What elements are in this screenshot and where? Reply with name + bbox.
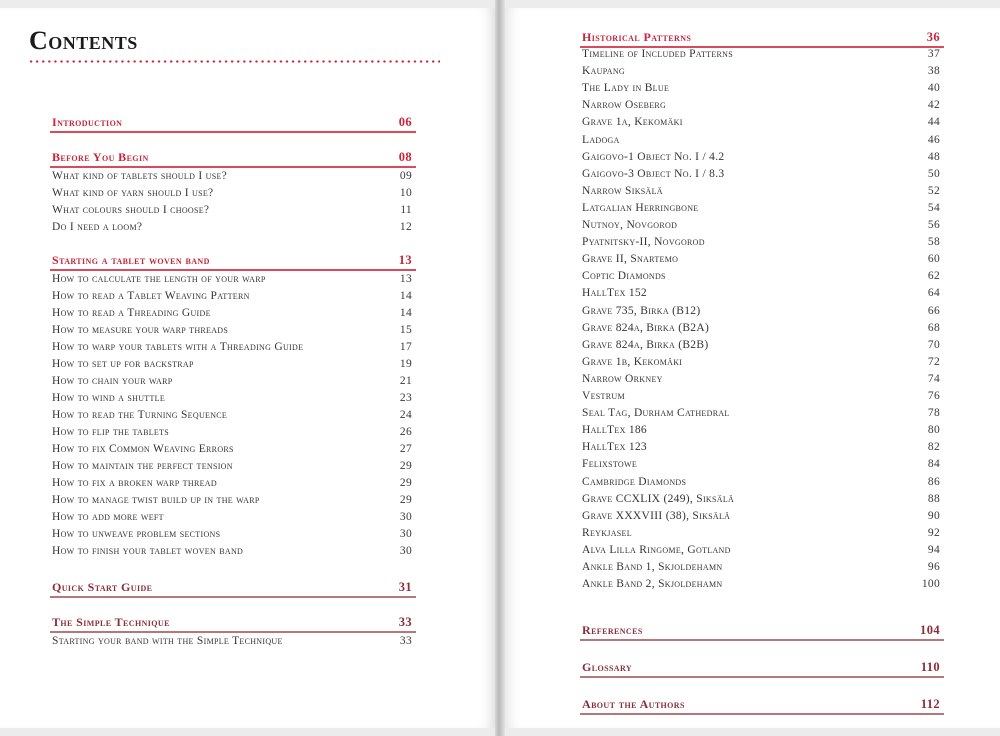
- toc-page-number: 82: [927, 441, 940, 454]
- toc-section-header[interactable]: [50, 614, 416, 633]
- toc-item[interactable]: [582, 576, 940, 592]
- toc-page-number: 30: [399, 528, 412, 540]
- toc-entry-title: HallTex 152: [582, 287, 647, 300]
- toc-page-number: 44: [927, 116, 940, 129]
- toc-entry-title: Grave XXXVIII (38), Siksälä: [582, 509, 731, 522]
- toc-page-number: 36: [926, 30, 940, 44]
- toc-entry-title: HallTex 123: [582, 441, 647, 454]
- toc-section-header[interactable]: [50, 579, 416, 598]
- toc-page-number: 58: [927, 236, 940, 249]
- toc-entry-title: How to measure your warp threads: [52, 324, 229, 336]
- toc-item[interactable]: [52, 509, 412, 525]
- toc-page-number: 23: [399, 392, 412, 404]
- toc-page-number: 52: [927, 184, 940, 197]
- dotted-title-rule: [28, 60, 440, 63]
- toc-item[interactable]: [582, 422, 940, 438]
- toc-entry-title: Ankle Band 1, Skjoldehamn: [582, 561, 723, 573]
- toc-entry-title: What colours should I choose?: [52, 204, 210, 216]
- toc-item[interactable]: [582, 320, 940, 336]
- toc-entry-title: Nutnoy, Novgorod: [582, 219, 678, 231]
- toc-item[interactable]: [52, 441, 412, 457]
- toc-item[interactable]: [582, 285, 940, 301]
- toc-item[interactable]: [52, 219, 412, 235]
- toc-page-number: 94: [927, 543, 940, 556]
- toc-entry-title: The Simple Technique: [52, 615, 170, 629]
- toc-page-number: 13: [398, 253, 412, 267]
- toc-item[interactable]: [582, 525, 940, 541]
- toc-page-number: 12: [399, 221, 412, 233]
- toc-entry-title: How to set up for backstrap: [52, 358, 194, 370]
- toc-entry-title: Pyatnitsky-II, Novgorod: [582, 236, 705, 249]
- toc-page-number: 56: [927, 219, 940, 231]
- toc-item[interactable]: [52, 475, 412, 491]
- toc-page-number: 14: [399, 307, 412, 319]
- toc-page-number: 90: [927, 509, 940, 522]
- toc-page-number: 72: [927, 355, 940, 368]
- toc-entry-title: How to read a Threading Guide: [52, 307, 211, 319]
- toc-page-number: 76: [927, 390, 940, 402]
- toc-item[interactable]: [582, 337, 940, 353]
- toc-entry-title: How to flip the tablets: [52, 426, 170, 438]
- toc-entry-title: HallTex 186: [582, 424, 647, 437]
- toc-item[interactable]: [52, 373, 412, 389]
- toc-entry-title: Grave 824a, Birka (B2A): [582, 321, 710, 334]
- toc-page-number: 29: [399, 477, 412, 489]
- toc-entry-title: Gaigovo-1 Object No. I / 4.2: [582, 150, 725, 163]
- toc-item[interactable]: [582, 439, 940, 455]
- toc-page-number: 06: [398, 115, 412, 129]
- toc-item[interactable]: [582, 97, 940, 113]
- toc-page-number: 24: [399, 409, 412, 421]
- toc-entry-title: What kind of yarn should I use?: [52, 187, 214, 199]
- toc-page-number: 50: [927, 167, 940, 180]
- toc-section-header[interactable]: [50, 149, 416, 168]
- toc-page-number: 37: [927, 48, 940, 60]
- toc-entry-title: Narrow Orkney: [582, 372, 663, 385]
- toc-page-number: 104: [920, 623, 940, 637]
- toc-item[interactable]: [582, 474, 940, 490]
- toc-page-number: 15: [399, 324, 412, 336]
- toc-item[interactable]: [582, 80, 940, 96]
- toc-page-number: 21: [399, 375, 412, 387]
- toc-item[interactable]: [582, 46, 940, 62]
- toc-page-number: 33: [399, 635, 412, 647]
- toc-entry-title: Starting a tablet woven band: [52, 253, 210, 267]
- toc-item[interactable]: [52, 633, 412, 649]
- toc-entry-title: Vestrum: [582, 390, 625, 402]
- toc-page-number: 40: [927, 82, 940, 95]
- toc-entry-title: Gaigovo-3 Object No. I / 8.3: [582, 167, 725, 180]
- toc-entry-title: References: [582, 623, 643, 637]
- toc-item[interactable]: [582, 354, 940, 370]
- toc-item[interactable]: [52, 185, 412, 201]
- toc-page-number: 48: [927, 150, 940, 163]
- toc-page-number: 11: [400, 204, 412, 216]
- toc-entry-title: About the Authors: [582, 697, 685, 711]
- toc-page-number: 08: [398, 150, 412, 164]
- toc-entry-title: Kaupang: [582, 65, 626, 78]
- toc-item[interactable]: [582, 149, 940, 165]
- toc-entry-title: How to finish your tablet woven band: [52, 545, 244, 557]
- toc-page-number: 86: [927, 475, 940, 488]
- toc-page-number: 100: [921, 578, 940, 591]
- toc-page-number: 19: [399, 358, 412, 370]
- toc-item[interactable]: [582, 234, 940, 250]
- book-gutter: [495, 0, 505, 736]
- toc-item[interactable]: [52, 339, 412, 355]
- toc-page-number: 31: [398, 580, 412, 594]
- toc-entry-title: How to read a Tablet Weaving Pattern: [52, 290, 250, 302]
- toc-page-number: 13: [399, 273, 412, 285]
- toc-page-number: 09: [399, 170, 412, 182]
- toc-page-number: 64: [927, 287, 940, 300]
- toc-section-header[interactable]: [50, 114, 416, 133]
- toc-item[interactable]: [52, 543, 412, 559]
- toc-item[interactable]: [52, 424, 412, 440]
- toc-page-number: 42: [927, 99, 940, 112]
- toc-page-number: 78: [927, 407, 940, 420]
- toc-page-number: 96: [927, 561, 940, 573]
- toc-entry-title: How to unweave problem sections: [52, 528, 221, 540]
- toc-item[interactable]: [52, 202, 412, 218]
- toc-page-number: 62: [927, 270, 940, 283]
- toc-item[interactable]: [52, 390, 412, 406]
- toc-page-number: 68: [927, 321, 940, 334]
- toc-entry-title: How to wind a shuttle: [52, 392, 166, 404]
- toc-entry-title: Timeline of Included Patterns: [582, 48, 734, 60]
- toc-entry-title: How to add more weft: [52, 511, 164, 523]
- toc-item[interactable]: [582, 388, 940, 404]
- toc-item[interactable]: [582, 456, 940, 472]
- toc-item[interactable]: [582, 183, 940, 199]
- toc-page-number: 29: [399, 494, 412, 506]
- toc-entry-title: Glossary: [582, 660, 633, 674]
- toc-item[interactable]: [52, 322, 412, 338]
- toc-page-number: 112: [920, 697, 940, 711]
- toc-item[interactable]: [52, 526, 412, 542]
- toc-entry-title: Grave CCXLIX (249), Siksälä: [582, 492, 735, 505]
- toc-entry-title: How to maintain the perfect tension: [52, 460, 233, 472]
- toc-page-number: 27: [399, 443, 412, 455]
- toc-item[interactable]: [582, 63, 940, 79]
- toc-entry-title: How to calculate the length of your warp: [52, 273, 266, 285]
- toc-entry-title: Grave 1b, Kekomäki: [582, 355, 683, 368]
- toc-item[interactable]: [52, 288, 412, 304]
- toc-entry-title: How to fix a broken warp thread: [52, 477, 217, 489]
- toc-page-number: 29: [399, 460, 412, 472]
- toc-entry-title: Narrow Siksälä: [582, 184, 663, 197]
- toc-section-header[interactable]: [580, 696, 944, 715]
- toc-entry-title: Grave 824a, Birka (B2B): [582, 338, 709, 351]
- toc-page-number: 14: [399, 290, 412, 302]
- toc-item[interactable]: [582, 114, 940, 130]
- toc-item[interactable]: [52, 305, 412, 321]
- toc-item[interactable]: [582, 268, 940, 284]
- toc-item[interactable]: [52, 407, 412, 423]
- toc-entry-title: Ladoga: [582, 133, 620, 146]
- toc-entry-title: How to manage twist build up in the warp: [52, 494, 260, 506]
- toc-page-number: 74: [927, 372, 940, 385]
- toc-section-header[interactable]: [580, 659, 944, 678]
- toc-entry-title: How to read the Turning Sequence: [52, 409, 228, 421]
- toc-item[interactable]: [582, 166, 940, 182]
- toc-entry-title: Before You Begin: [52, 150, 149, 164]
- toc-page-number: 30: [399, 511, 412, 523]
- toc-entry-title: Do I need a loom?: [52, 221, 143, 233]
- toc-page-number: 38: [927, 65, 940, 78]
- toc-item[interactable]: [582, 371, 940, 387]
- toc-entry-title: The Lady in Blue: [582, 82, 670, 95]
- toc-item[interactable]: [582, 405, 940, 421]
- toc-item[interactable]: [582, 217, 940, 233]
- toc-item[interactable]: [582, 200, 940, 216]
- toc-entry-title: Grave II, Snartemo: [582, 253, 679, 266]
- toc-item[interactable]: [582, 491, 940, 507]
- toc-page-number: 70: [927, 338, 940, 351]
- toc-page-number: 10: [399, 187, 412, 199]
- toc-page-number: 92: [927, 526, 940, 539]
- toc-entry-title: Alva Lilla Ringome, Gotland: [582, 543, 731, 556]
- toc-item[interactable]: [582, 251, 940, 267]
- toc-page-number: 66: [927, 304, 940, 317]
- toc-item[interactable]: [582, 542, 940, 558]
- toc-entry-title: Felixstowe: [582, 458, 638, 471]
- toc-page-number: 60: [927, 253, 940, 266]
- toc-entry-title: Quick Start Guide: [52, 580, 153, 594]
- toc-page-number: 17: [399, 341, 412, 353]
- toc-entry-title: How to chain your warp: [52, 375, 173, 387]
- toc-page-number: 33: [398, 615, 412, 629]
- toc-entry-title: Narrow Oseberg: [582, 99, 667, 112]
- toc-entry-title: How to fix Common Weaving Errors: [52, 443, 234, 455]
- toc-entry-title: Starting your band with the Simple Technique: [52, 635, 283, 647]
- toc-entry-title: What kind of tablets should I use?: [52, 170, 228, 182]
- toc-page-number: 84: [927, 458, 940, 471]
- toc-entry-title: Coptic Diamonds: [582, 270, 666, 283]
- toc-page-number: 30: [399, 545, 412, 557]
- toc-item[interactable]: [52, 271, 412, 287]
- toc-item[interactable]: [52, 356, 412, 372]
- toc-entry-title: Historical Patterns: [582, 30, 692, 44]
- toc-entry-title: How to warp your tablets with a Threading Guide: [52, 341, 304, 353]
- toc-entry-title: Latgalian Herringbone: [582, 201, 699, 214]
- page-title: Contents: [29, 26, 138, 55]
- toc-page-number: 26: [399, 426, 412, 438]
- toc-item[interactable]: [582, 303, 940, 319]
- toc-entry-title: Grave 735, Birka (B12): [582, 304, 701, 317]
- toc-section-header[interactable]: [50, 252, 416, 271]
- toc-item[interactable]: [52, 168, 412, 184]
- toc-item[interactable]: [52, 492, 412, 508]
- toc-entry-title: Grave 1a, Kekomäki: [582, 116, 683, 129]
- toc-entry-title: Seal Tag, Durham Cathedral: [582, 407, 730, 420]
- toc-page-number: 46: [927, 133, 940, 146]
- toc-item[interactable]: [52, 458, 412, 474]
- toc-entry-title: Introduction: [52, 115, 123, 129]
- toc-item[interactable]: [582, 559, 940, 575]
- toc-item[interactable]: [582, 132, 940, 148]
- toc-page-number: 88: [927, 492, 940, 505]
- toc-section-header[interactable]: [580, 622, 944, 641]
- toc-page-number: 80: [927, 424, 940, 437]
- toc-page-number: 110: [920, 660, 940, 674]
- toc-entry-title: Reykjasel: [582, 526, 632, 539]
- toc-page-number: 54: [927, 201, 940, 214]
- toc-entry-title: Cambridge Diamonds: [582, 475, 687, 488]
- toc-entry-title: Ankle Band 2, Skjoldehamn: [582, 578, 723, 591]
- toc-item[interactable]: [582, 508, 940, 524]
